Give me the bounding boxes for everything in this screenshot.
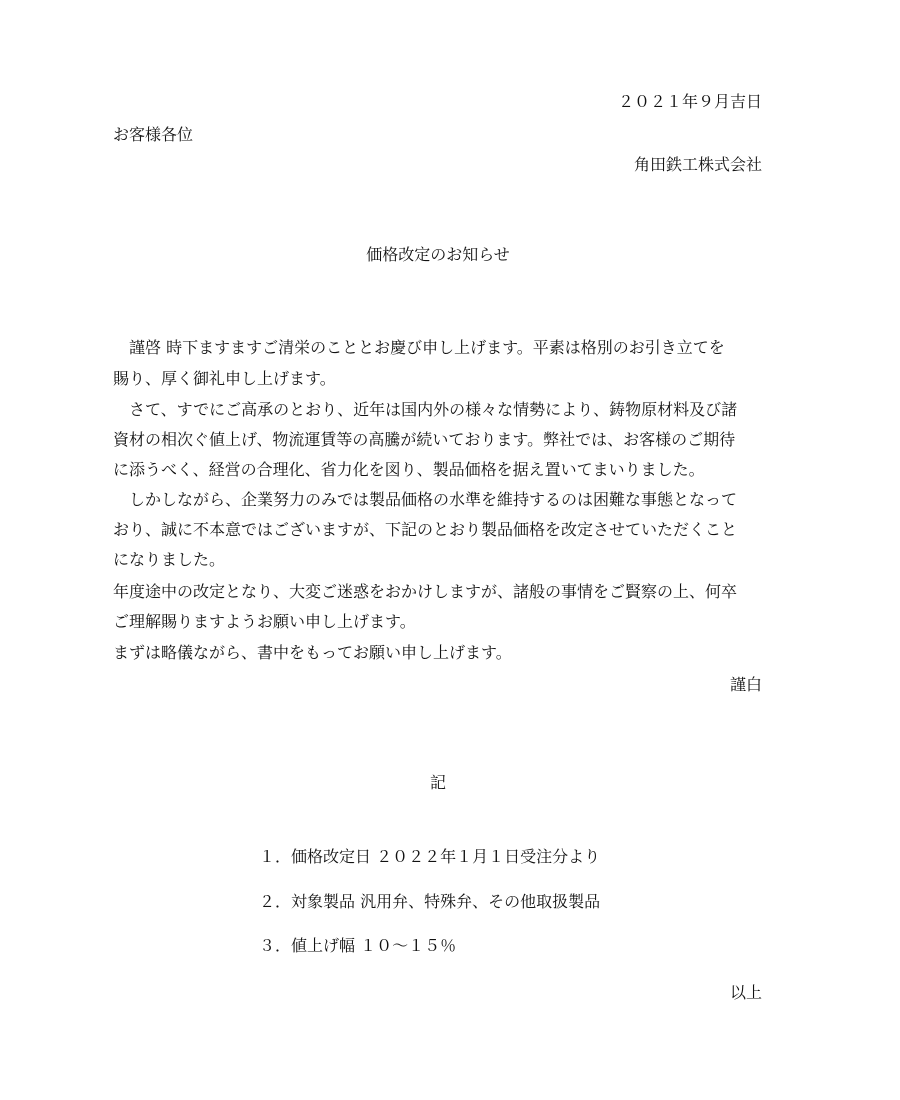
recipient-line: お客様各位 [113,125,194,144]
body-line-11: まずは略儀ながら、書中をもってお願い申し上げます。 [113,643,512,662]
body-line-8: になりました。 [113,550,226,569]
closing-word: 謹白 [729,675,762,694]
body-line-4: 資材の相次ぐ値上げ、物流運賃等の高騰が続いております。弊社では、お客様のご期待 [113,430,736,449]
sender-company: 角田鉄工株式会社 [633,155,762,174]
body-line-3: さて、すでにご高承のとおり、近年は国内外の様々な情勢により、鋳物原材料及び諸 [113,400,738,419]
notes-heading: 記 [429,773,446,792]
body-line-10: ご理解賜りますようお願い申し上げます。 [113,612,416,631]
notes-item-2: ２．対象製品 汎用弁、特殊弁、その他取扱製品 [259,892,601,911]
body-line-6: しかしながら、企業努力のみでは製品価格の水準を維持するのは困難な事態となって [113,490,738,509]
document-title: 価格改定のお知らせ [366,245,510,264]
notes-item-3: ３．値上げ幅 １０～１５％ [259,936,457,955]
body-line-5: に添うべく、経営の合理化、省力化を図り、製品価格を据え置いてまいりました。 [113,460,705,479]
date-line: ２０２１年９月吉日 [617,92,762,111]
body-line-1: 謹啓 時下ますますご清栄のこととお慶び申し上げます。平素は格別のお引き立てを [113,338,725,357]
body-line-2: 賜り、厚く御礼申し上げます。 [113,369,336,388]
end-word: 以上 [729,983,762,1002]
body-line-9: 年度途中の改定となり、大変ご迷惑をおかけしますが、諸般の事情をご賢察の上、何卒 [113,582,738,601]
body-line-7: おり、誠に不本意ではございますが、下記のとおり製品価格を改定させていただくこと [113,520,738,539]
notes-item-1: １．価格改定日 ２０２２年１月１日受注分より [259,847,601,866]
